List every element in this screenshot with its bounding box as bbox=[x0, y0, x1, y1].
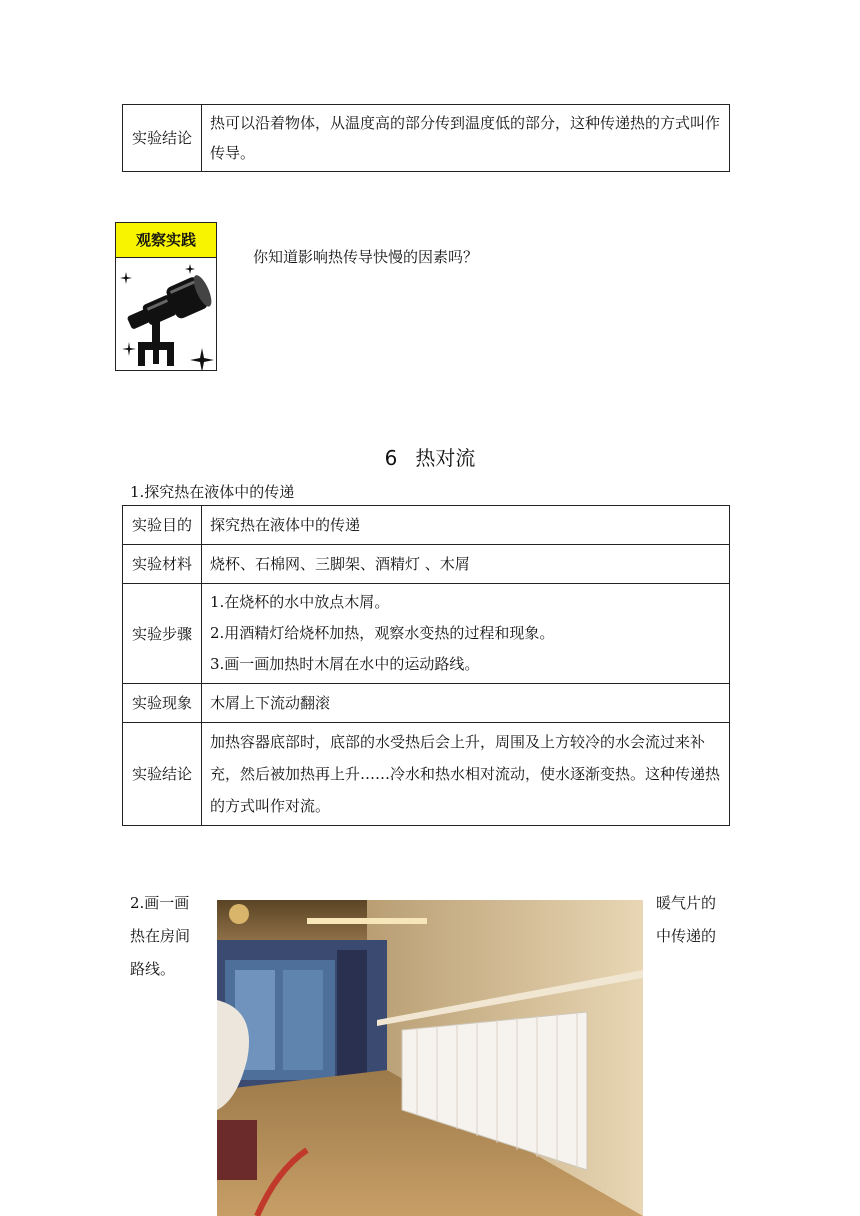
row-label: 实验目的 bbox=[123, 506, 202, 545]
observe-practice-card bbox=[115, 222, 217, 371]
row-label: 实验步骤 bbox=[123, 584, 202, 684]
observe-badge: 观察实践 bbox=[116, 223, 216, 258]
task-line: 2.画一画 bbox=[130, 894, 190, 912]
table-row bbox=[123, 506, 730, 545]
step-item: 3.画一画加热时木屑在水中的运动路线。 bbox=[210, 655, 480, 673]
section-number: 6 bbox=[384, 446, 398, 470]
step-item: 2.用酒精灯给烧杯加热，观察水变热的过程和现象。 bbox=[210, 624, 555, 642]
row-label: 实验结论 bbox=[123, 723, 202, 826]
conclusion-table-1 bbox=[122, 104, 730, 172]
task-line: 暖气片的 bbox=[656, 894, 717, 912]
room-radiator-photo bbox=[217, 900, 643, 1216]
observe-question: 你知道影响热传导快慢的因素吗？ bbox=[253, 248, 479, 266]
row-text: 热可以沿着物体，从温度高的部分传到温度低的部分，这种传递热的方式叫作传导。 bbox=[202, 105, 730, 172]
row-text: 加热容器底部时，底部的水受热后会上升，周围及上方较冷的水会流过来补充，然后被加热再上升……冷水和热水相对流动，使水逐渐变热。这种传递热的方式叫作对流。 bbox=[202, 723, 730, 826]
section-heading: 热对流 bbox=[415, 446, 476, 470]
table-row bbox=[123, 684, 730, 723]
experiment-table bbox=[122, 505, 730, 826]
table-row bbox=[123, 105, 730, 172]
table-row bbox=[123, 545, 730, 584]
row-text: 木屑上下流动翻滚 bbox=[202, 684, 730, 723]
section-title bbox=[0, 442, 860, 471]
task-line: 路线。 bbox=[130, 960, 176, 978]
task-line: 热在房间 bbox=[130, 927, 191, 945]
telescope-icon bbox=[116, 258, 216, 370]
subtitle-liquid-heat: 1.探究热在液体中的传递 bbox=[130, 483, 295, 501]
table-row bbox=[123, 584, 730, 684]
step-item: 1.在烧杯的水中放点木屑。 bbox=[210, 593, 390, 611]
row-label: 实验结论 bbox=[123, 105, 202, 172]
task-line: 中传递的 bbox=[656, 927, 717, 945]
row-text: 烧杯、石棉网、三脚架、酒精灯 、木屑 bbox=[202, 545, 730, 584]
row-label: 实验材料 bbox=[123, 545, 202, 584]
row-text: 探究热在液体中的传递 bbox=[202, 506, 730, 545]
row-label: 实验现象 bbox=[123, 684, 202, 723]
table-row bbox=[123, 723, 730, 826]
steps-cell bbox=[202, 584, 730, 684]
